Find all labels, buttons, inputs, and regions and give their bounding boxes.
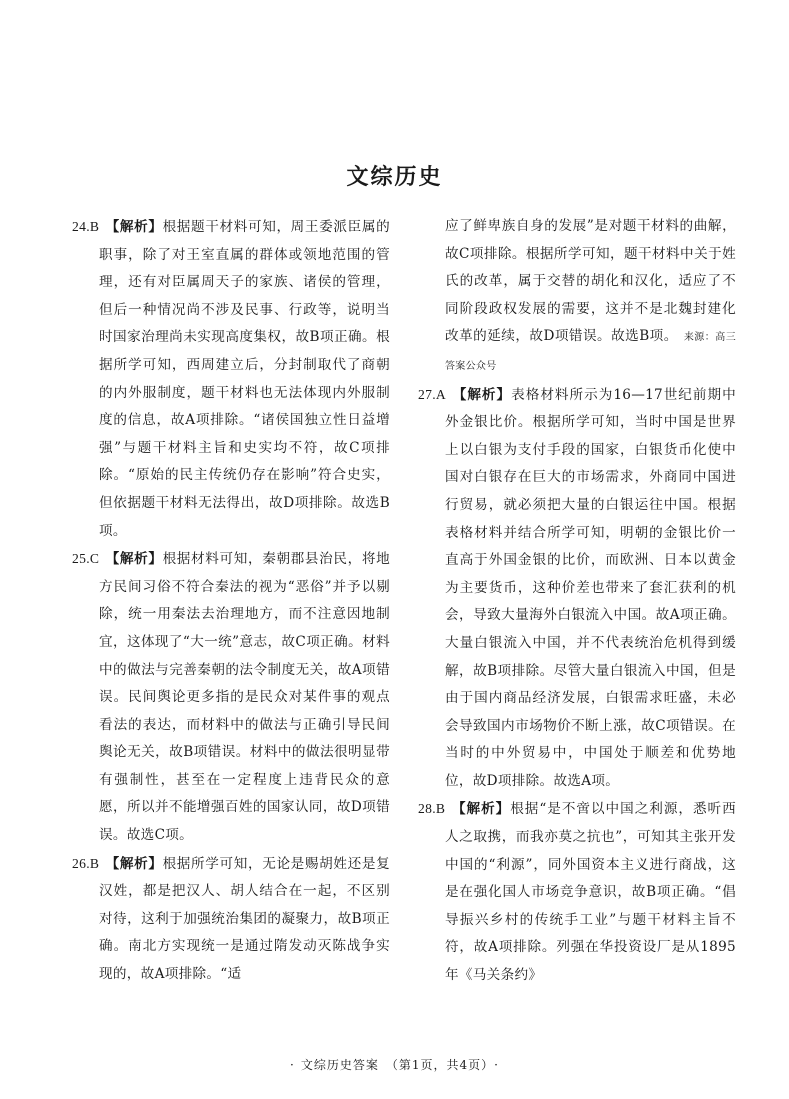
answer-27 <box>418 381 736 796</box>
answer-text: 表格材料所示为16—17世纪前期中外金银比价。根据所学可知，当时中国是世界上以白银为支付手段的国家，白银货币化使中国对白银存在巨大的市场需求，外商同中国进行贸易，就必须把大量的白银运往中国。根据表格材料并结合所学可知，明朝的金银比价一直高于外国金银的比价，而欧洲、日本以黄金为主要货币，这种价差也带来了套汇获利的机会，导致大量海外白银流入中国。故A项正确。大量白银流入中国，并不代表统治危机得到缓解，故B项排除。尽管大量白银流入中国，但是由于国内商品经济发展，白银需求旺盛，未必会导致国内市场物价不断上涨，故C项错误。在当时的中外贸易中，中国处于顺差和优势地位，故D项排除。故选A项。 <box>445 386 736 789</box>
analysis-tag: 【解析】 <box>105 551 163 568</box>
answer-text: 根据材料可知，秦朝郡县治民，将地方民间习俗不符合秦法的视为“恶俗”并予以剔除，统一用秦法去治理地方，而不注意因地制宜，这体现了“大一统”意志，故C项正确。材料中的做法与完善秦朝的法令制度无关，故A项错误。民间舆论更多指的是民众对某件事的观点看法的表达，而材料中的做法与正确引导民间舆论无关，故B项错误。材料中的做法很明显带有强制性，甚至在一定程度上违背民众的意愿，所以并不能增强百姓的国家认同，故D项错误。故选C项。 <box>99 551 390 844</box>
answer-number: 25.C <box>72 551 100 567</box>
footer-text: 文综历史答案 （第1页，共4页） <box>300 1058 489 1072</box>
analysis-tag: 【解析】 <box>105 855 163 872</box>
answer-text: 根据所学可知，无论是赐胡姓还是复汉姓，都是把汉人、胡人结合在一起，不区别对待，这利于加强统治集团的凝聚力，故B项正确。南北方实现统一是通过隋发动灭陈战争实现的，故A项排除。“适 <box>99 855 390 983</box>
answer-28 <box>418 795 736 989</box>
page-title: 文综历史 <box>346 165 443 190</box>
answer-number: 28.B <box>418 801 446 817</box>
answer-26 <box>72 850 390 989</box>
left-column <box>72 213 390 989</box>
footer-dot: · <box>494 1058 499 1072</box>
answer-25 <box>72 545 390 850</box>
analysis-tag: 【解析】 <box>452 386 512 403</box>
footer-dot: · <box>290 1058 295 1072</box>
answer-24 <box>72 213 390 545</box>
answer-text: 应了鲜卑族自身的发展”是对题干材料的曲解，故C项排除。根据所学可知，题干材料中关于姓氏的改革，属于交替的胡化和汉化，适应了不同阶段政权发展的需要，这并不是北魏封建化改革的延续，故D项错误。故选B项。 <box>445 218 736 345</box>
answer-number: 27.A <box>418 386 447 402</box>
answer-26-continuation <box>418 213 736 381</box>
source-note: 来源：高三答案公众号 <box>445 332 736 372</box>
analysis-tag: 【解析】 <box>451 801 511 818</box>
answer-number: 24.B <box>72 219 100 234</box>
page-footer <box>0 1056 789 1073</box>
answer-text: 根据“是不啻以中国之利源，悉听西人之取携，而我亦莫之抗也”，可知其主张开发中国的“利源”，同外国资本主义进行商战，这是在强化国人市场竞争意识，故B项正确。“倡导振兴乡村的传统手工业”与题干材料主旨不符，故A项排除。列强在华投资设厂是从1895年《马关条约》 <box>445 801 736 984</box>
answer-text: 根据题干材料可知，周王委派臣属的职事，除了对王室直属的群体或领地范围的管理，还有对臣属周天子的家族、诸侯的管理，但后一种情况尚不涉及民事、行政等，说明当时国家治理尚未实现高度集权，故B项正确。根据所学可知，西周建立后，分封制取代了商朝的内外服制度，题干材料也无法体现内外服制度的信息，故A项排除。“诸侯国独立性日益增强”与题干材料主旨和史实均不符，故C项排除。“原始的民主传统仍存在影响”符合史实，但依据题干材料无法得出，故D项排除。故选B项。 <box>99 219 390 539</box>
answer-number: 26.B <box>72 855 100 871</box>
analysis-tag: 【解析】 <box>105 219 163 235</box>
right-column <box>418 213 736 990</box>
